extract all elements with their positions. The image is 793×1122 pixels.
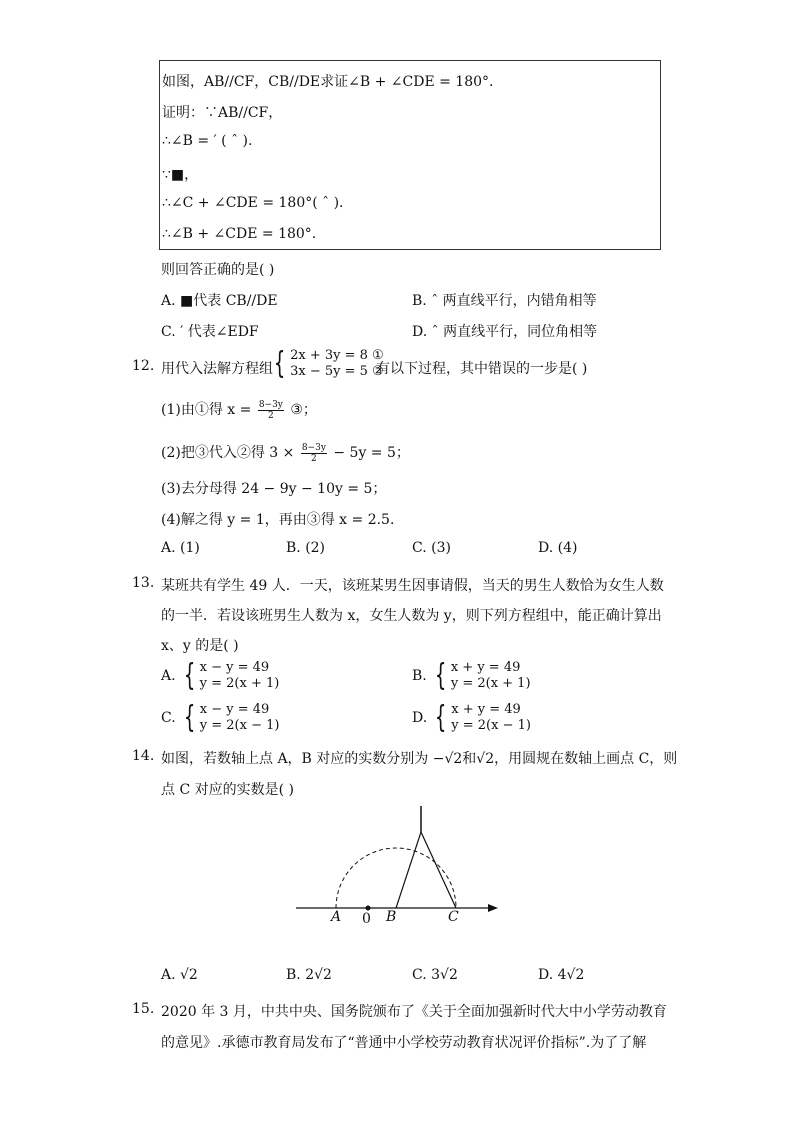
q13-line-3: x、y 的是( ) <box>161 638 239 654</box>
q13-option-c-label: C. <box>161 710 176 726</box>
q12-step-4: (4)解之得 y = 1，再由③得 x = 2.5. <box>161 512 395 528</box>
proof-line-5: ∴∠C + ∠CDE = 180°( ˆ ). <box>162 195 344 211</box>
q12-suffix: 有以下过程，其中错误的一步是( ) <box>376 361 588 377</box>
q12-step2-num: 8−3y <box>301 442 326 453</box>
q13-option-d-row1: x + y = 49 <box>451 702 521 717</box>
proof-line-3: ∴∠B = ′ ( ˆ ). <box>162 133 253 149</box>
q11-option-b[interactable]: B. ˆ 两直线平行，内错角相等 <box>412 293 597 309</box>
q12-step-3: (3)去分母得 24 − 9y − 10y = 5； <box>161 481 387 497</box>
q13-option-a-row2: y = 2(x + 1) <box>199 676 280 691</box>
q12-step1-pre: (1)由①得 x = <box>161 402 252 418</box>
proof-line-1: 如图，AB//CF，CB//DE求证∠B + ∠CDE = 180°. <box>162 74 494 90</box>
q12-prefix: 用代入法解方程组 <box>161 361 273 377</box>
q12-eq1: 2x + 3y = 8 ① <box>290 348 384 363</box>
label-b: B <box>386 909 397 925</box>
q13-option-b-row2: y = 2(x + 1) <box>450 676 531 691</box>
q11-option-d[interactable]: D. ˆ 两直线平行，同位角相等 <box>412 324 598 340</box>
q14-line-1: 如图，若数轴上点 A，B 对应的实数分别为 −√2和√2，用圆规在数轴上画点 C，则 <box>161 751 678 767</box>
q12-number: 12. <box>132 358 155 374</box>
q14-option-d[interactable]: D. 4√2 <box>538 967 585 983</box>
q12-option-a[interactable]: A. (1) <box>161 540 200 556</box>
q13-option-a-row1: x − y = 49 <box>199 660 270 675</box>
q12-option-c[interactable]: C. (3) <box>412 540 451 556</box>
dashed-semicircle <box>336 848 456 908</box>
q13-option-c-brace: { <box>183 700 195 735</box>
q13-line-1: 某班共有学生 49 人．一天，该班某男生因事请假，当天的男生人数恰为女生人数 <box>161 578 664 594</box>
label-a: A <box>331 909 342 925</box>
q12-option-d[interactable]: D. (4) <box>538 540 578 556</box>
q12-step1-post: ③； <box>290 402 317 418</box>
q11-prompt: 则回答正确的是( ) <box>161 262 275 278</box>
proof-line-4: ∵■， <box>162 167 199 183</box>
q14-option-b[interactable]: B. 2√2 <box>286 967 332 983</box>
q12-brace: { <box>273 346 286 381</box>
q12-step1-num: 8−3y <box>258 399 283 410</box>
q13-option-a-brace: { <box>183 658 195 693</box>
q12-step1-den: 2 <box>267 410 274 421</box>
q13-option-b-label: B. <box>412 668 427 684</box>
q12-step2-pre: (2)把③代入②得 3 × <box>161 445 295 461</box>
q13-number: 13. <box>132 575 155 591</box>
q13-option-a-label: A. <box>161 668 176 684</box>
axis-arrow-icon <box>488 904 498 912</box>
q13-option-b-row1: x + y = 49 <box>450 660 521 675</box>
q14-option-c[interactable]: C. 3√2 <box>412 967 458 983</box>
q15-number: 15. <box>132 1001 155 1017</box>
q12-option-b[interactable]: B. (2) <box>286 540 326 556</box>
origin-point <box>366 906 371 911</box>
q13-option-c-row1: x − y = 49 <box>199 702 270 717</box>
q13-option-c-row2: y = 2(x − 1) <box>199 718 280 733</box>
q12-step2-den: 2 <box>311 453 317 464</box>
q13-line-2: 的一半．若设该班男生人数为 x，女生人数为 y，则下列方程组中，能正确计算出 <box>161 608 662 624</box>
q12-eq2: 3x − 5y = 5 ② <box>290 364 384 379</box>
q11-option-c[interactable]: C. ′ 代表∠EDF <box>161 324 259 340</box>
q15-line-2: 的意见》.承德市教育局发布了“普通中小学校劳动教育状况评价指标”.为了了解 <box>161 1035 647 1051</box>
q14-option-a[interactable]: A. √2 <box>161 967 198 983</box>
proof-line-6: ∴∠B + ∠CDE = 180°. <box>162 226 317 242</box>
q13-option-b-brace: { <box>434 658 447 693</box>
q11-option-a[interactable]: A. ■代表 CB//DE <box>161 293 278 309</box>
label-c: C <box>448 909 459 925</box>
label-origin: 0 <box>362 911 371 927</box>
q13-option-d-label: D. <box>412 710 428 726</box>
q13-option-d-brace: { <box>435 700 447 735</box>
proof-line-2: 证明：∵AB//CF， <box>162 105 283 121</box>
q14-number: 14. <box>132 748 155 764</box>
segment-b-top <box>396 832 421 908</box>
segment-top-c <box>421 832 456 908</box>
q15-line-1: 2020 年 3 月，中共中央、国务院颁布了《关于全面加强新时代大中小学劳动教育 <box>161 1004 667 1020</box>
q12-step2-post: − 5y = 5； <box>333 445 410 461</box>
q13-option-d-row2: y = 2(x − 1) <box>451 718 531 733</box>
q14-line-2: 点 C 对应的实数是( ) <box>161 782 294 798</box>
